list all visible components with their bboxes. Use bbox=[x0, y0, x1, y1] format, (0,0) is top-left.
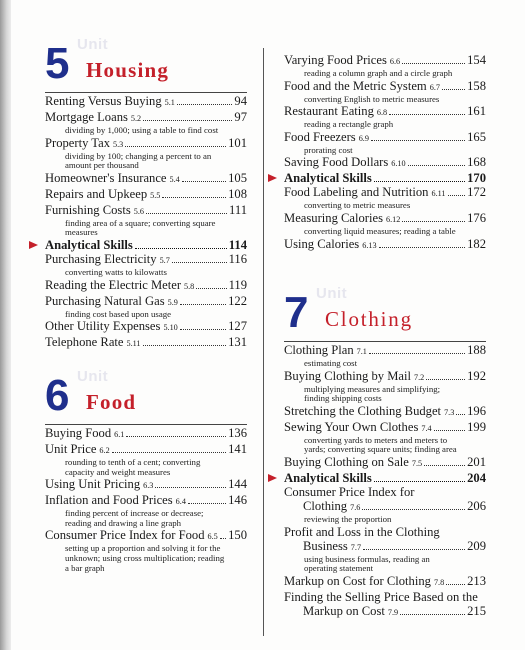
toc-entry[interactable] bbox=[284, 185, 486, 211]
entry-title: Purchasing Natural Gas bbox=[45, 293, 165, 308]
section-number: 7.1 bbox=[356, 347, 367, 356]
toc-entry[interactable] bbox=[284, 590, 486, 620]
page-number: 119 bbox=[228, 277, 247, 292]
entry-description: amount per thousand bbox=[65, 160, 139, 171]
unit-watermark: Unit bbox=[316, 285, 348, 302]
entry-description: reviewing the proportion bbox=[304, 513, 392, 524]
entry-title-line bbox=[284, 590, 486, 604]
entry-description: finding cost based upon usage bbox=[65, 308, 172, 319]
entry-line bbox=[45, 110, 247, 126]
section-number: 6.12 bbox=[385, 214, 401, 224]
entry-line bbox=[45, 528, 247, 544]
entry-line bbox=[45, 319, 247, 335]
toc-entry[interactable] bbox=[284, 574, 486, 590]
dot-leader bbox=[143, 120, 232, 121]
entry-line bbox=[284, 471, 486, 485]
section-number: 6.8 bbox=[376, 108, 388, 118]
page-number: 127 bbox=[228, 319, 247, 334]
entry-title: Buying Clothing on Sale bbox=[284, 454, 409, 469]
page-number: 111 bbox=[229, 202, 247, 217]
unit-header bbox=[284, 285, 486, 341]
entry-line bbox=[45, 238, 247, 252]
entry-description: converting to metric measures bbox=[304, 200, 411, 211]
entry-line bbox=[45, 294, 247, 310]
entry-line bbox=[45, 136, 247, 152]
entry-description: finding percent of increase or decrease; bbox=[65, 508, 204, 519]
entry-title: Analytical Skills bbox=[284, 470, 372, 485]
entry-title: Analytical Skills bbox=[284, 171, 372, 186]
analytical-skills-entry[interactable] bbox=[284, 171, 486, 185]
section-number: 5.6 bbox=[133, 206, 144, 216]
toc-entry[interactable] bbox=[45, 203, 247, 238]
page-number: 168 bbox=[467, 155, 486, 170]
dot-leader bbox=[220, 538, 226, 539]
entry-title: Mortgage Loans bbox=[45, 110, 128, 124]
page-number: 199 bbox=[467, 419, 486, 434]
entry-line bbox=[284, 404, 486, 420]
entry-title: Buying Food bbox=[45, 426, 112, 440]
page-number: 209 bbox=[467, 538, 486, 553]
page-number: 201 bbox=[467, 454, 486, 469]
section-number: 6.7 bbox=[429, 82, 440, 92]
page-number: 116 bbox=[228, 251, 247, 266]
toc-entry[interactable] bbox=[45, 136, 247, 171]
toc-entry[interactable] bbox=[284, 79, 486, 105]
toc-entry[interactable] bbox=[284, 420, 486, 455]
page-number: 165 bbox=[467, 129, 486, 144]
page-number: 150 bbox=[228, 528, 247, 543]
toc-entry[interactable] bbox=[284, 155, 486, 171]
unit-watermark: Unit bbox=[77, 368, 109, 385]
red-arrow-marker bbox=[29, 241, 38, 249]
unit-title: Food bbox=[86, 390, 137, 414]
unit-number: 5 bbox=[45, 39, 70, 88]
dot-leader bbox=[112, 452, 226, 453]
entry-line bbox=[284, 155, 486, 171]
entry-line bbox=[284, 79, 486, 95]
page-number: 146 bbox=[228, 493, 247, 508]
page-number: 196 bbox=[467, 403, 486, 418]
dot-leader bbox=[369, 353, 465, 354]
dot-leader bbox=[362, 509, 465, 510]
dot-leader bbox=[402, 221, 465, 222]
toc-entry[interactable] bbox=[45, 335, 247, 351]
dot-leader bbox=[402, 63, 465, 64]
entry-description: reading a rectangle graph bbox=[304, 119, 394, 130]
entry-title: Homeowner's Insurance bbox=[45, 170, 167, 185]
section-number: 6.10 bbox=[391, 159, 406, 169]
toc-entry[interactable] bbox=[45, 477, 247, 493]
entry-title: Varying Food Prices bbox=[284, 53, 387, 67]
entry-description: estimating cost bbox=[304, 358, 358, 368]
dot-leader bbox=[434, 430, 466, 431]
toc-entry[interactable] bbox=[284, 343, 486, 369]
entry-title: Markup on Cost for Clothing bbox=[284, 573, 431, 588]
unit-header bbox=[45, 36, 247, 92]
entry-description: dividing by 100; changing a percent to an bbox=[65, 150, 212, 161]
entry-title: Food and the Metric System bbox=[284, 78, 427, 93]
section-number: 5.3 bbox=[113, 139, 124, 149]
entry-title: Using Unit Pricing bbox=[45, 477, 141, 492]
page-number: 122 bbox=[228, 293, 247, 308]
entry-title: Buying Clothing by Mail bbox=[284, 368, 411, 383]
entry-line bbox=[284, 104, 486, 120]
section-number: 6.3 bbox=[143, 481, 154, 491]
unit-number: 7 bbox=[284, 288, 309, 337]
section-number: 6.11 bbox=[431, 189, 446, 199]
page-number: 144 bbox=[228, 477, 247, 492]
dot-leader bbox=[143, 345, 227, 346]
section-number: 7.2 bbox=[414, 372, 425, 382]
dot-leader bbox=[408, 165, 466, 166]
entry-line bbox=[45, 477, 247, 493]
page-number: 131 bbox=[228, 335, 247, 350]
toc-entry[interactable] bbox=[45, 110, 247, 136]
entry-description: a bar graph bbox=[65, 562, 105, 573]
entry-title-continued: Business bbox=[303, 538, 348, 553]
toc-entry[interactable] bbox=[284, 455, 486, 471]
entry-title: Restaurant Eating bbox=[284, 104, 374, 119]
entry-line bbox=[284, 574, 486, 590]
unit-6-continued bbox=[284, 53, 486, 253]
section-number: 5.11 bbox=[126, 339, 141, 349]
column-divider bbox=[263, 48, 264, 636]
entry-line bbox=[284, 499, 486, 515]
entry-title-line bbox=[284, 485, 486, 499]
entry-title: Stretching the Clothing Budget bbox=[284, 403, 442, 418]
entry-line bbox=[284, 539, 486, 555]
section-number: 7.6 bbox=[350, 502, 361, 512]
entry-description: operating statement bbox=[304, 563, 374, 574]
page-number: 188 bbox=[467, 343, 486, 357]
section-number: 5.1 bbox=[164, 98, 175, 107]
page-number: 161 bbox=[467, 104, 486, 119]
entry-title: Furnishing Costs bbox=[45, 202, 131, 217]
toc-entry[interactable] bbox=[284, 404, 486, 420]
entry-title-continued: Markup on Cost bbox=[303, 603, 385, 618]
unit-watermark: Unit bbox=[77, 36, 109, 53]
entry-line bbox=[45, 426, 247, 442]
unit-header bbox=[45, 368, 247, 424]
entry-description: unknown; using cross multiplication; reading bbox=[65, 552, 225, 563]
page-number: 141 bbox=[228, 442, 247, 456]
entry-description: dividing by 1,000; using a table to find cost bbox=[65, 125, 219, 135]
dot-leader bbox=[374, 181, 465, 182]
entry-description: converting yards to meters and meters to bbox=[304, 434, 448, 445]
toc-entry[interactable] bbox=[45, 187, 247, 203]
entry-description: finding area of a square; converting square bbox=[65, 217, 216, 228]
entry-title: Clothing Plan bbox=[284, 343, 354, 357]
page-number: 176 bbox=[467, 210, 486, 225]
dot-leader bbox=[456, 414, 465, 415]
entry-title: Using Calories bbox=[284, 236, 360, 251]
entry-title: Saving Food Dollars bbox=[284, 155, 389, 170]
entry-title: Food Freezers bbox=[284, 129, 356, 144]
toc-entry[interactable] bbox=[284, 485, 486, 525]
entry-title: Food Labeling and Nutrition bbox=[284, 185, 429, 200]
toc-entry[interactable] bbox=[45, 493, 247, 528]
toc-entry[interactable] bbox=[284, 369, 486, 404]
entry-title-line bbox=[284, 525, 486, 539]
section-number: 6.6 bbox=[389, 57, 401, 66]
entry-line bbox=[45, 252, 247, 268]
entry-line bbox=[284, 604, 486, 620]
red-arrow-marker bbox=[268, 174, 277, 182]
dot-leader bbox=[180, 329, 226, 330]
dot-leader bbox=[426, 379, 465, 380]
toc-entry[interactable] bbox=[284, 211, 486, 237]
section-number: 7.8 bbox=[433, 577, 445, 587]
entry-title: Repairs and Upkeep bbox=[45, 186, 148, 201]
entry-title: Inflation and Food Prices bbox=[45, 493, 173, 508]
page-number: 136 bbox=[228, 426, 247, 440]
dot-leader bbox=[146, 213, 227, 214]
section-number: 6.4 bbox=[175, 497, 186, 507]
entry-title: Other Utility Expenses bbox=[45, 319, 161, 334]
section-number: 7.9 bbox=[387, 607, 399, 617]
entry-line bbox=[284, 53, 486, 69]
toc-entry[interactable] bbox=[45, 319, 247, 335]
entry-line bbox=[45, 171, 247, 187]
page-number: 101 bbox=[228, 135, 247, 150]
entry-title: Sewing Your Own Clothes bbox=[284, 419, 419, 434]
dot-leader bbox=[363, 549, 465, 550]
section-number: 5.7 bbox=[159, 255, 170, 265]
entry-description: using business formulas, reading an bbox=[304, 553, 430, 564]
page-number: 97 bbox=[234, 110, 247, 124]
red-arrow-marker bbox=[268, 474, 277, 482]
section-number: 5.5 bbox=[150, 190, 161, 200]
unit-6-section bbox=[45, 368, 247, 573]
page-number: 213 bbox=[467, 573, 486, 588]
page-number: 158 bbox=[467, 78, 486, 93]
entry-title: Purchasing Electricity bbox=[45, 251, 157, 266]
unit-5-section bbox=[45, 36, 247, 351]
entry-title: Consumer Price Index for Food bbox=[45, 528, 205, 543]
dot-leader bbox=[442, 89, 465, 90]
section-number: 7.4 bbox=[421, 423, 432, 433]
entry-line bbox=[45, 187, 247, 203]
page-number: 182 bbox=[467, 236, 486, 251]
section-number: 5.8 bbox=[184, 281, 195, 291]
entry-description: converting English to metric measures bbox=[304, 93, 440, 104]
toc-entry[interactable] bbox=[45, 171, 247, 187]
page-number: 108 bbox=[228, 186, 247, 201]
section-number: 5.2 bbox=[130, 114, 142, 123]
page-number: 215 bbox=[467, 603, 486, 618]
page-number: 206 bbox=[467, 498, 486, 513]
entry-description: multiplying measures and simplifying; bbox=[304, 383, 441, 394]
entry-title: Finding the Selling Price Based on the bbox=[284, 589, 478, 604]
book-spine-shadow bbox=[0, 0, 11, 650]
section-number: 6.13 bbox=[362, 240, 377, 250]
dot-leader bbox=[400, 614, 465, 615]
toc-entry[interactable] bbox=[284, 53, 486, 79]
section-number: 7.3 bbox=[444, 407, 455, 417]
section-rule bbox=[45, 92, 247, 93]
entry-description: converting watts to kilowatts bbox=[65, 266, 167, 277]
dot-leader bbox=[177, 104, 233, 105]
dot-leader bbox=[196, 288, 226, 289]
entry-title: Property Tax bbox=[45, 135, 110, 150]
entry-description: reading and drawing a line graph bbox=[65, 517, 182, 528]
section-number: 6.9 bbox=[358, 133, 369, 143]
entry-description: capacity and weight measures bbox=[65, 466, 171, 477]
page-number: 192 bbox=[467, 368, 486, 383]
section-number: 5.9 bbox=[167, 297, 178, 307]
toc-entry[interactable] bbox=[284, 525, 486, 574]
dot-leader bbox=[424, 465, 465, 466]
unit-title: Housing bbox=[86, 58, 170, 82]
entry-line bbox=[45, 94, 247, 110]
page-number: 94 bbox=[234, 94, 247, 108]
entry-line bbox=[45, 442, 247, 458]
entry-description: finding shipping costs bbox=[304, 393, 382, 404]
page-number: 154 bbox=[467, 53, 486, 67]
dot-leader bbox=[162, 197, 226, 198]
toc-entry[interactable] bbox=[284, 104, 486, 130]
toc-entry[interactable] bbox=[45, 442, 247, 477]
entry-title-continued: Clothing bbox=[303, 498, 348, 513]
analytical-skills-entry[interactable] bbox=[284, 471, 486, 485]
unit-7-section bbox=[284, 285, 486, 620]
entry-description: yards; converting square units; finding area bbox=[304, 444, 457, 455]
dot-leader bbox=[374, 481, 465, 482]
section-number: 7.5 bbox=[411, 458, 423, 468]
entry-title: Renting Versus Buying bbox=[45, 94, 162, 108]
toc-entry[interactable] bbox=[45, 426, 247, 442]
entry-description: measures bbox=[65, 227, 98, 238]
section-number: 6.1 bbox=[114, 430, 125, 439]
section-rule bbox=[284, 341, 486, 342]
entry-description: reading a column graph and a circle graph bbox=[304, 68, 453, 78]
entry-title: Consumer Price Index for bbox=[284, 484, 415, 499]
entry-title: Telephone Rate bbox=[45, 335, 124, 350]
entry-line bbox=[45, 335, 247, 351]
section-number: 7.7 bbox=[350, 542, 362, 552]
toc-entry[interactable] bbox=[45, 94, 247, 110]
entry-description: rounding to tenth of a cent; converting bbox=[65, 457, 201, 467]
section-number: 6.5 bbox=[207, 532, 218, 542]
dot-leader bbox=[180, 304, 226, 305]
dot-leader bbox=[379, 247, 466, 248]
unit-number: 6 bbox=[45, 371, 70, 420]
dot-leader bbox=[126, 436, 226, 437]
toc-entry[interactable] bbox=[45, 252, 247, 278]
entry-line bbox=[284, 455, 486, 471]
entry-line bbox=[45, 278, 247, 294]
entry-line bbox=[284, 185, 486, 201]
entry-title: Analytical Skills bbox=[45, 237, 133, 252]
entry-line bbox=[284, 130, 486, 146]
page-number: 172 bbox=[467, 185, 486, 200]
toc-entry[interactable] bbox=[284, 130, 486, 156]
entry-line bbox=[284, 420, 486, 436]
entry-line bbox=[284, 237, 486, 253]
toc-entry[interactable] bbox=[45, 278, 247, 294]
entry-title: Measuring Calories bbox=[284, 210, 383, 225]
dot-leader bbox=[135, 248, 227, 249]
dot-leader bbox=[448, 195, 466, 196]
dot-leader bbox=[155, 487, 226, 488]
entry-line bbox=[284, 343, 486, 359]
analytical-skills-entry[interactable] bbox=[45, 238, 247, 252]
toc-entry[interactable] bbox=[45, 294, 247, 320]
entry-title: Profit and Loss in the Clothing bbox=[284, 524, 440, 539]
dot-leader bbox=[371, 140, 465, 141]
entry-title: Unit Price bbox=[45, 442, 97, 456]
entry-line bbox=[45, 203, 247, 219]
page-number: 204 bbox=[467, 470, 486, 485]
entry-description: setting up a proportion and solving it for the bbox=[65, 543, 221, 554]
entry-line bbox=[45, 493, 247, 509]
dot-leader bbox=[125, 146, 226, 147]
section-rule bbox=[45, 424, 247, 425]
section-number: 5.10 bbox=[163, 323, 178, 333]
unit-title: Clothing bbox=[325, 307, 413, 331]
entry-line bbox=[284, 171, 486, 185]
section-number: 6.2 bbox=[99, 446, 110, 455]
dot-leader bbox=[389, 114, 465, 115]
toc-entry[interactable] bbox=[45, 528, 247, 573]
entry-description: converting liquid measures; reading a table bbox=[304, 225, 456, 236]
entry-line bbox=[284, 369, 486, 385]
page-number: 170 bbox=[467, 171, 486, 186]
dot-leader bbox=[172, 262, 227, 263]
entry-description: prorating cost bbox=[304, 144, 353, 155]
entry-line bbox=[284, 211, 486, 227]
entry-title: Reading the Electric Meter bbox=[45, 277, 182, 292]
page-number: 105 bbox=[228, 170, 247, 185]
dot-leader bbox=[182, 181, 226, 182]
dot-leader bbox=[446, 584, 465, 585]
section-number: 5.4 bbox=[169, 174, 180, 184]
toc-entry[interactable] bbox=[284, 237, 486, 253]
page-number: 114 bbox=[228, 237, 247, 252]
dot-leader bbox=[188, 503, 226, 504]
